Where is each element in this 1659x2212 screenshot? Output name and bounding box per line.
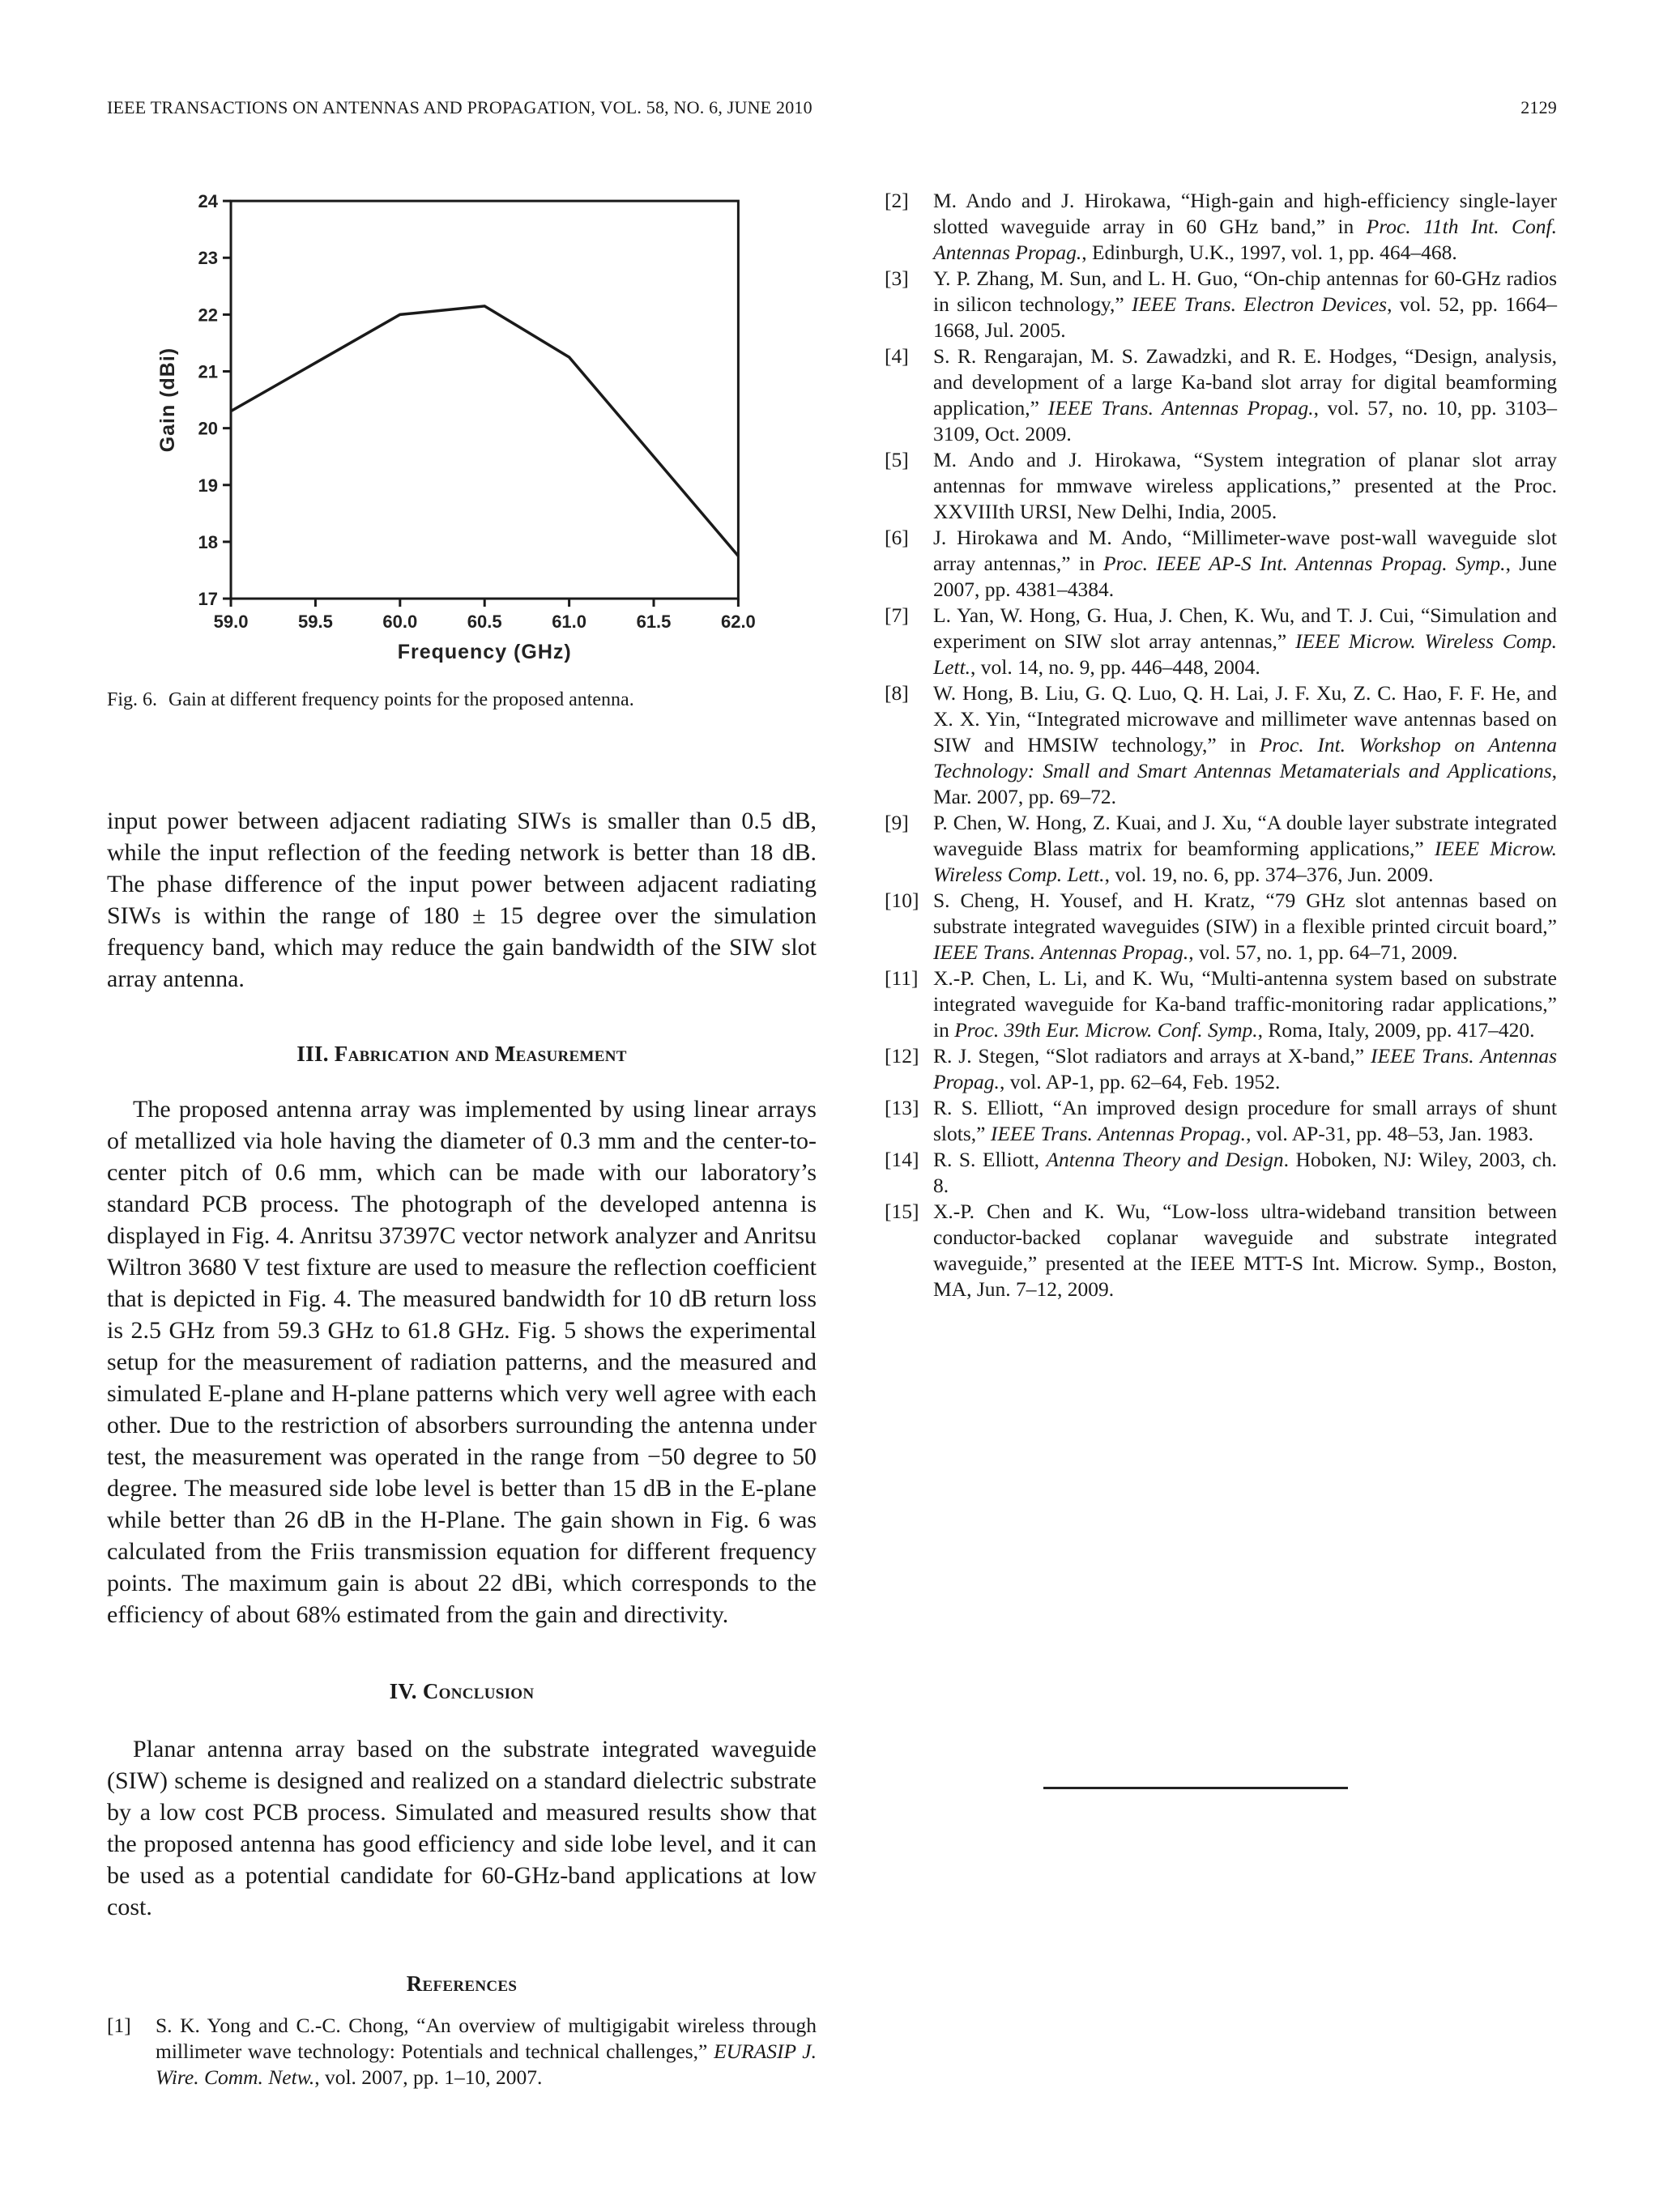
reference-text-ital: IEEE Trans. Antennas Propag. bbox=[933, 940, 1189, 964]
reference-item bbox=[885, 1147, 1557, 1199]
left-column-body bbox=[107, 805, 817, 2091]
reference-text-pre: P. Chen, W. Hong, Z. Kuai, and J. Xu, “A double layer substrate integrated waveguide Blass matrix for beamforming applications,” bbox=[933, 811, 1557, 860]
reference-item bbox=[885, 888, 1557, 965]
figure-caption-label: Fig. 6. bbox=[107, 689, 158, 710]
reference-number: [9] bbox=[885, 811, 909, 834]
reference-item bbox=[885, 965, 1557, 1043]
section-heading-fabrication: III. Fabrication and Measurement bbox=[296, 1042, 627, 1066]
section-heading-conclusion: IV. Conclusion bbox=[389, 1679, 535, 1703]
reference-text-pre: J. Hirokawa and M. Ando, “Millimeter-wave post-wall waveguide slot array antennas,” in bbox=[933, 526, 1557, 575]
reference-number: [3] bbox=[885, 266, 909, 290]
paragraph-continuation: input power between adjacent radiating SIWs is smaller than 0.5 dB, while the input reflection of the feeding network is better than 18 dB. The phase difference of the input power between adjacent radiating SIWs is within the range of 180 ± 15 degree over the simulation frequency band, which may reduce the gain bandwidth of the SIW slot array antenna. bbox=[107, 808, 817, 992]
right-column-references bbox=[885, 188, 1557, 1302]
reference-text-pre: S. Cheng, H. Yousef, and H. Kratz, “79 GHz slot antennas based on substrate integrated waveguides (SIW) in a flexible printed circuit board,” bbox=[933, 889, 1557, 938]
reference-number: [11] bbox=[885, 966, 919, 990]
reference-number: [4] bbox=[885, 344, 909, 368]
reference-text-ital: Proc. IEEE AP-S Int. Antennas Propag. Symp. bbox=[1102, 552, 1506, 575]
reference-text-pre: M. Ando and J. Hirokawa, “System integration of planar slot array antennas for mmwave wireless applications,” presented at the Proc. XXVIIIth URSI, New Delhi, India, 2005. bbox=[933, 448, 1557, 523]
page-number: 2129 bbox=[1520, 97, 1557, 117]
paragraph-conclusion: Planar antenna array based on the substrate integrated waveguide (SIW) scheme is designed and realized on a standard dielectric substrate by a low cost PCB process. Simulated and measured results show that the proposed antenna has good efficiency and side lobe level, and it can be used as a potential candidate for 60-GHz-band applications at low cost. bbox=[107, 1736, 817, 1920]
x-axis-label: Frequency (GHz) bbox=[397, 641, 572, 664]
reference-item bbox=[885, 680, 1557, 810]
reference-item bbox=[885, 447, 1557, 525]
gain-series-line bbox=[231, 306, 738, 556]
reference-text-post: , Edinburgh, U.K., 1997, vol. 1, pp. 464–468. bbox=[1081, 241, 1457, 264]
reference-text-post: , vol. 52, pp. 1664–1668, Jul. 2005. bbox=[933, 292, 1557, 342]
reference-number: [2] bbox=[885, 189, 909, 212]
x-tick-label: 62.0 bbox=[720, 612, 756, 633]
reference-text-pre: S. K. Yong and C.-C. Chong, “An overview of multigigabit wireless through millimeter wave technology: Potentials and technical challenges,” bbox=[156, 2014, 817, 2063]
reference-text-ital: EURASIP J. Wire. Comm. Netw. bbox=[156, 2039, 817, 2089]
y-tick-label: 20 bbox=[198, 418, 219, 439]
x-tick-label: 61.5 bbox=[636, 612, 672, 633]
reference-item bbox=[885, 1095, 1557, 1147]
reference-text-ital: Antenna Theory and Design bbox=[1046, 1148, 1284, 1171]
reference-item bbox=[885, 188, 1557, 266]
reference-number: [14] bbox=[885, 1148, 919, 1171]
reference-text-pre: M. Ando and J. Hirokawa, “High-gain and high-efficiency single-layer slotted waveguide array in 60 GHz band,” in bbox=[933, 189, 1557, 238]
y-tick-label: 22 bbox=[198, 305, 219, 326]
reference-list-right bbox=[885, 188, 1557, 1302]
journal-title: IEEE TRANSACTIONS ON ANTENNAS AND PROPAGATION, VOL. 58, NO. 6, JUNE 2010 bbox=[107, 97, 812, 117]
reference-number: [5] bbox=[885, 448, 909, 471]
reference-text-pre: Y. P. Zhang, M. Sun, and L. H. Guo, “On-chip antennas for 60-GHz radios in silicon technology,” bbox=[933, 266, 1557, 316]
x-tick-label: 59.5 bbox=[298, 612, 333, 633]
reference-text-post: , vol. 2007, pp. 1–10, 2007. bbox=[314, 2065, 543, 2089]
reference-number: [6] bbox=[885, 526, 909, 549]
reference-text-ital: IEEE Trans. Electron Devices bbox=[1131, 292, 1388, 316]
reference-text-pre: R. S. Elliott, “An improved design procedure for small arrays of shunt slots,” bbox=[933, 1096, 1557, 1145]
reference-number: [13] bbox=[885, 1096, 919, 1119]
reference-number: [8] bbox=[885, 681, 909, 705]
section-heading-references: References bbox=[406, 1971, 518, 1996]
reference-text-post: , vol. 14, no. 9, pp. 446–448, 2004. bbox=[970, 655, 1260, 679]
figure-caption bbox=[107, 687, 817, 713]
reference-text-pre: W. Hong, B. Liu, G. Q. Luo, Q. H. Lai, J. F. Xu, Z. C. Hao, F. F. He, and X. X. Yin, “Integrated microwave and millimeter wave antennas based on SIW and HMSIW technology,” in bbox=[933, 681, 1557, 757]
reference-number: [10] bbox=[885, 889, 919, 912]
reference-text-ital: IEEE Microw. Wireless Comp. Lett. bbox=[933, 629, 1557, 679]
reference-text-post: , vol. AP-31, pp. 48–53, Jan. 1983. bbox=[1246, 1122, 1533, 1145]
reference-item bbox=[885, 266, 1557, 343]
x-tick-label: 61.0 bbox=[552, 612, 587, 633]
reference-number: [15] bbox=[885, 1200, 919, 1223]
reference-text-pre: S. R. Rengarajan, M. S. Zawadzki, and R. E. Hodges, “Design, analysis, and development of a large Ka-band slot array for digital beamforming application,” bbox=[933, 344, 1557, 420]
running-header bbox=[107, 97, 1557, 130]
reference-text-post: , Mar. 2007, pp. 69–72. bbox=[933, 759, 1557, 808]
reference-number: [1] bbox=[107, 2014, 131, 2037]
reference-item bbox=[885, 1199, 1557, 1302]
y-tick-label: 21 bbox=[198, 361, 219, 382]
reference-item bbox=[885, 1043, 1557, 1095]
reference-item bbox=[885, 810, 1557, 888]
x-tick-label: 60.5 bbox=[467, 612, 502, 633]
y-tick-label: 24 bbox=[198, 191, 219, 212]
y-tick-label: 23 bbox=[198, 248, 219, 269]
reference-text-post: , vol. 19, no. 6, pp. 374–376, Jun. 2009. bbox=[1104, 863, 1434, 886]
reference-text-post: , June 2007, pp. 4381–4384. bbox=[933, 552, 1557, 601]
reference-text-pre: X.-P. Chen, L. Li, and K. Wu, “Multi-antenna system based on substrate integrated waveguide for Ka-band traffic-monitoring radar applications,” in bbox=[933, 966, 1557, 1042]
end-rule bbox=[1043, 1787, 1348, 1789]
reference-text-pre: R. J. Stegen, “Slot radiators and arrays at X-band,” bbox=[933, 1044, 1371, 1068]
reference-text-post: , vol. AP-1, pp. 62–64, Feb. 1952. bbox=[999, 1070, 1281, 1093]
reference-number: [7] bbox=[885, 603, 909, 627]
reference-text-post: , Roma, Italy, 2009, pp. 417–420. bbox=[1257, 1018, 1535, 1042]
y-tick-label: 19 bbox=[198, 475, 219, 496]
reference-list-left bbox=[107, 2013, 817, 2091]
reference-item bbox=[885, 603, 1557, 680]
y-tick-label: 18 bbox=[198, 531, 219, 552]
plot-frame bbox=[231, 201, 738, 599]
y-axis-label: Gain (dBi) bbox=[156, 347, 180, 453]
reference-number: [12] bbox=[885, 1044, 919, 1068]
reference-item bbox=[885, 525, 1557, 603]
reference-text-post: , vol. 57, no. 10, pp. 3103–3109, Oct. 2009. bbox=[933, 396, 1557, 445]
reference-text-ital: IEEE Trans. Antennas Propag. bbox=[990, 1122, 1247, 1145]
reference-text-post: . Hoboken, NJ: Wiley, 2003, ch. 8. bbox=[933, 1148, 1557, 1197]
paragraph-fabrication: The proposed antenna array was implemented by using linear arrays of metallized via hole having the diameter of 0.3 mm and the center-to-center pitch of 0.6 mm, which can be made with our laboratory’s standard PCB process. The photograph of the developed antenna is displayed in Fig. 4. Anritsu 37397C vector network analyzer and Anritsu Wiltron 3680 V test fixture are used to measure the reflection coefficient that is depicted in Fig. 4. The measured bandwidth for 10 dB return loss is 2.5 GHz from 59.3 GHz to 61.8 GHz. Fig. 5 shows the experimental setup for the measurement of radiation patterns, and the measured and simulated E-plane and H-plane patterns which very well agree with each other. Due to the restriction of absorbers surrounding the antenna under test, the measurement was operated in the range from −50 degree to 50 degree. The measured side lobe level is better than 15 dB in the E-plane while better than 26 dB in the H-Plane. The gain shown in Fig. 6 was calculated from the Friis transmission equation for different frequency points. The maximum gain is about 22 dBi, which corresponds to the efficiency of about 68% estimated from the gain and directivity. bbox=[107, 1096, 817, 1628]
gain-chart bbox=[107, 178, 820, 672]
reference-item bbox=[885, 343, 1557, 447]
reference-text-pre: R. S. Elliott, bbox=[933, 1148, 1047, 1171]
reference-text-ital: Proc. Int. Workshop on Antenna Technology: Small and Smart Antennas Metamaterials and Applications bbox=[933, 733, 1557, 782]
reference-text-post: , vol. 57, no. 1, pp. 64–71, 2009. bbox=[1188, 940, 1458, 964]
x-tick-label: 60.0 bbox=[382, 612, 418, 633]
reference-text-ital: Proc. 39th Eur. Microw. Conf. Symp. bbox=[954, 1018, 1258, 1042]
x-tick-label: 59.0 bbox=[213, 612, 249, 633]
reference-item bbox=[107, 2013, 817, 2091]
reference-text-ital: Proc. 11th Int. Conf. Antennas Propag. bbox=[933, 215, 1558, 264]
reference-text-ital: IEEE Microw. Wireless Comp. Lett. bbox=[933, 837, 1557, 886]
figure-caption-text: Gain at different frequency points for the proposed antenna. bbox=[168, 689, 634, 710]
reference-text-pre: X.-P. Chen and K. Wu, “Low-loss ultra-wideband transition between conductor-backed coplanar waveguide and substrate integrated waveguide,” presented at the IEEE MTT-S Int. Microw. Symp., Boston, MA, Jun. 7–12, 2009. bbox=[933, 1200, 1557, 1301]
reference-text-ital: IEEE Trans. Antennas Propag. bbox=[933, 1044, 1557, 1093]
reference-text-ital: IEEE Trans. Antennas Propag. bbox=[1047, 396, 1314, 420]
y-tick-label: 17 bbox=[198, 589, 219, 610]
reference-text-pre: L. Yan, W. Hong, G. Hua, J. Chen, K. Wu, and T. J. Cui, “Simulation and experiment on SIW slot array antennas,” bbox=[933, 603, 1557, 653]
